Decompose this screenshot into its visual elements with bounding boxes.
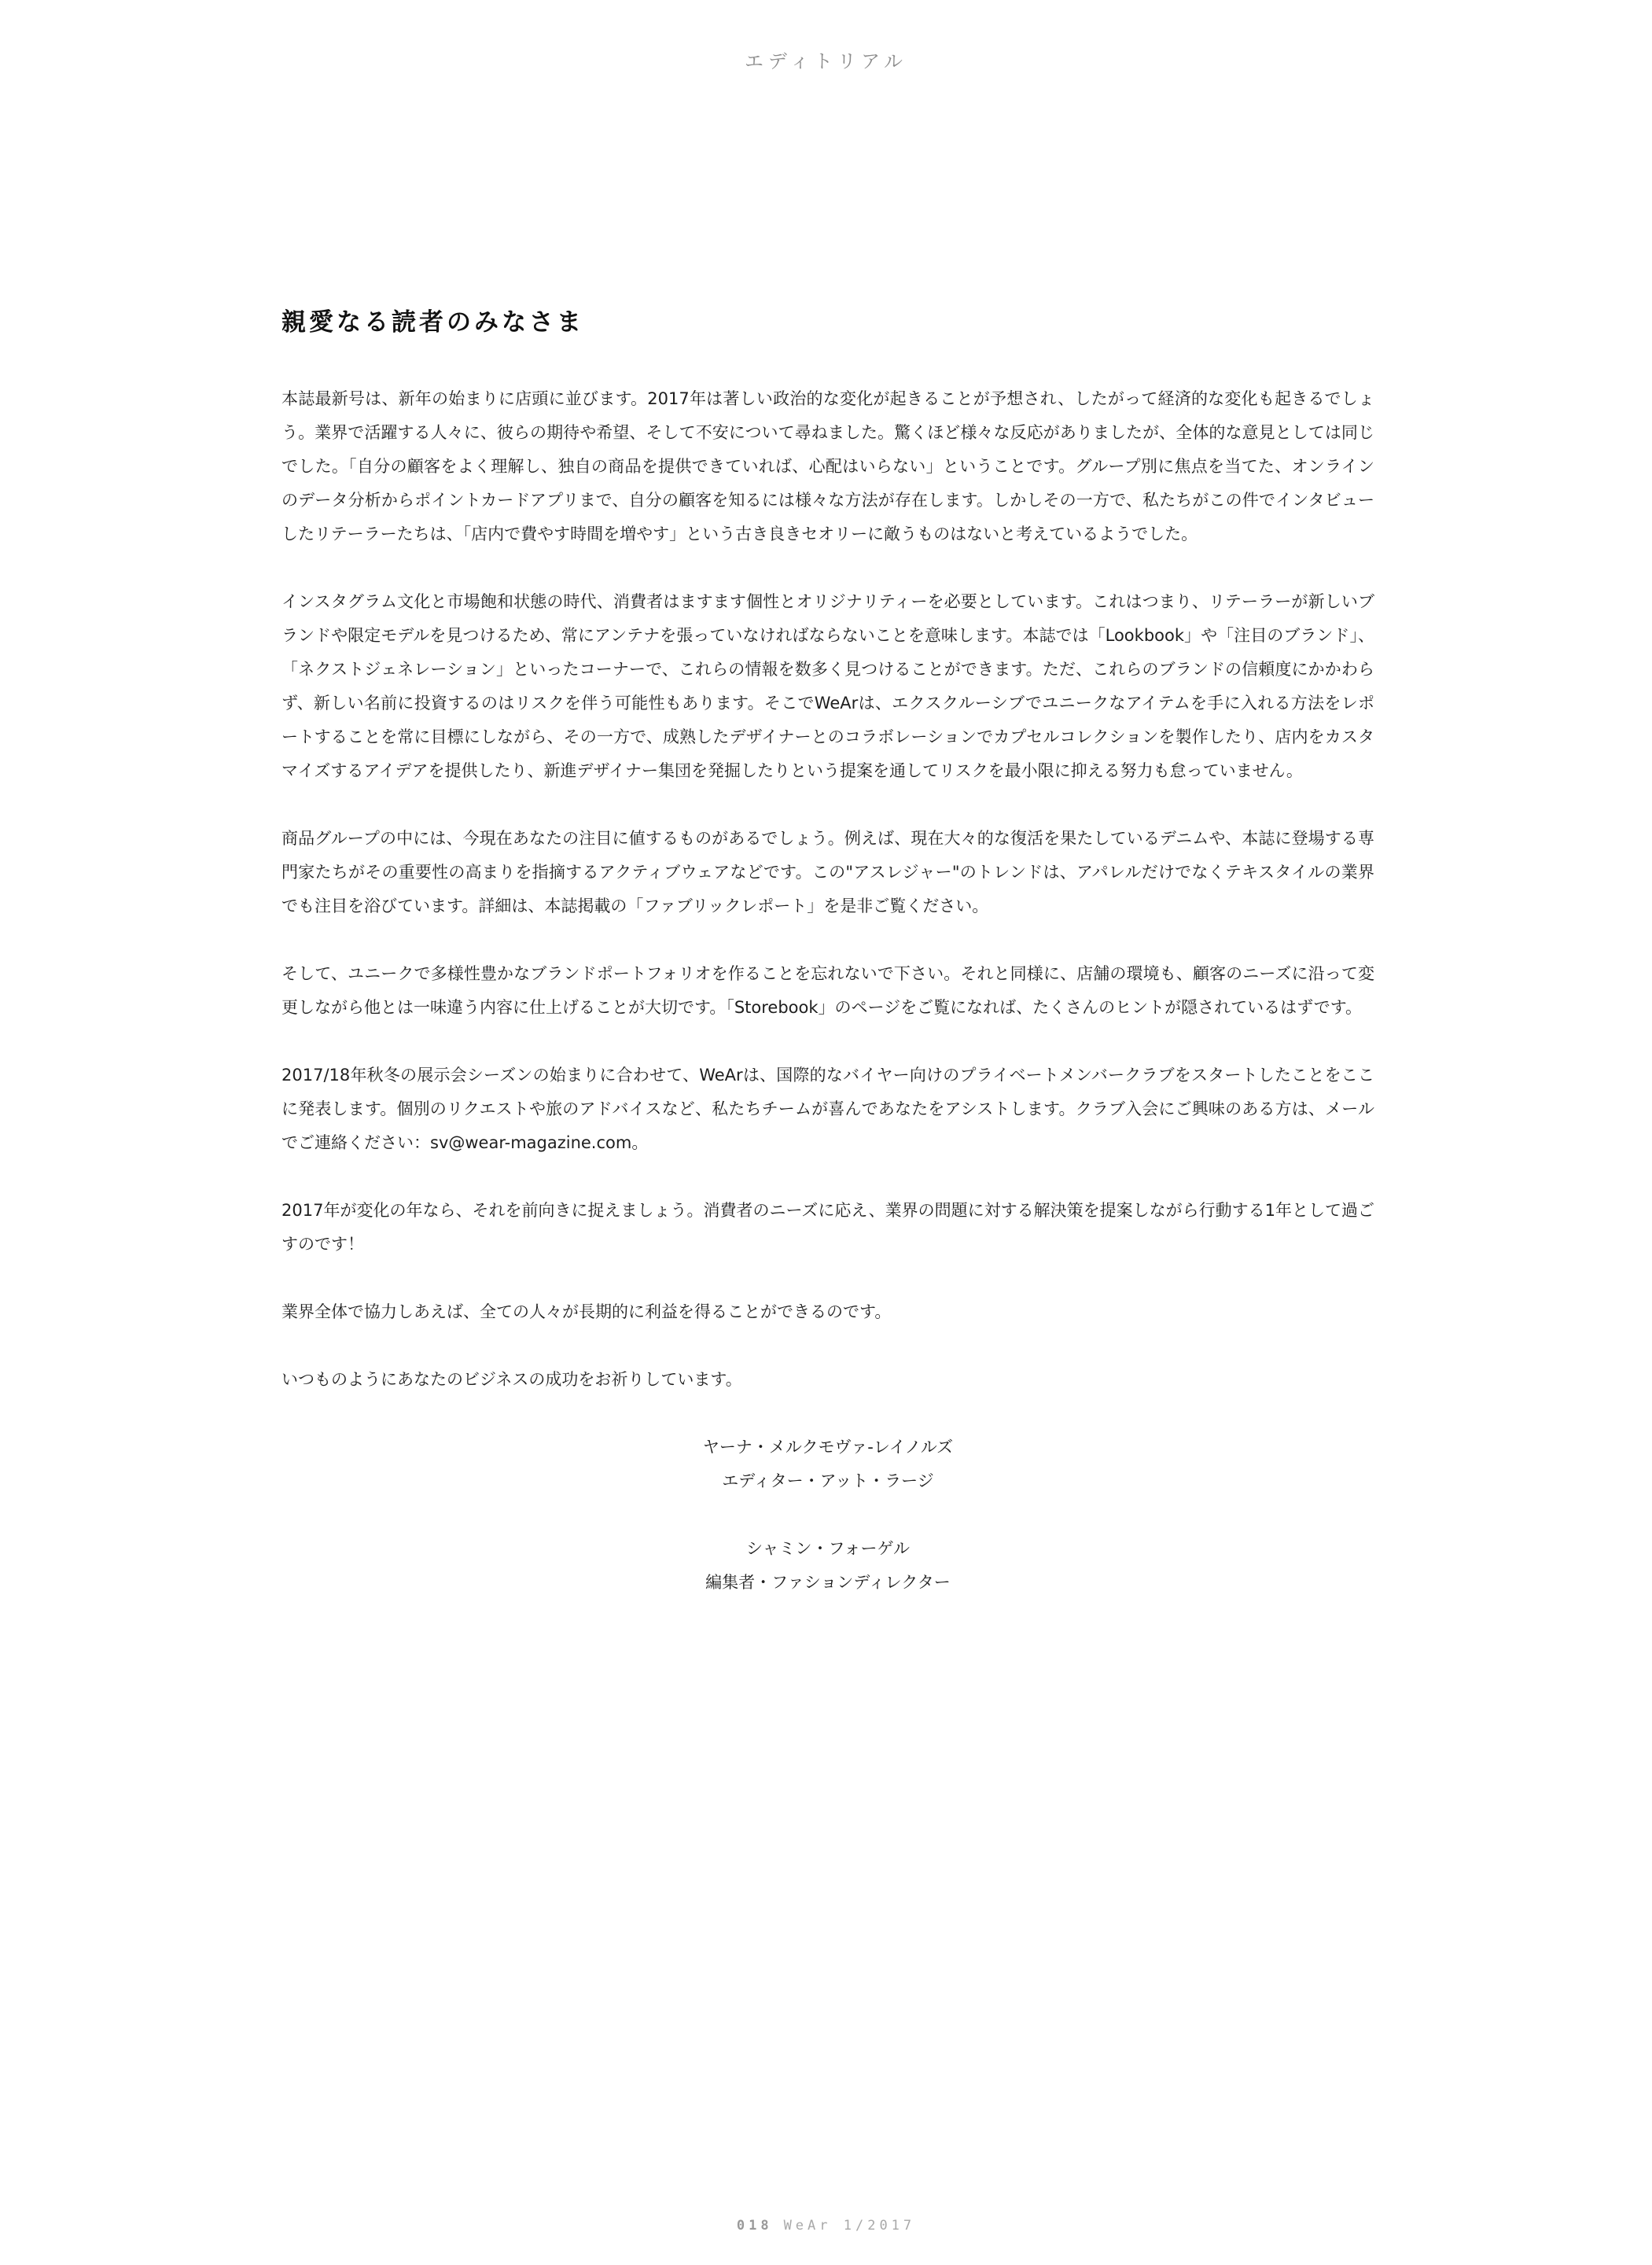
paragraph-2: インスタグラム文化と市場飽和状態の時代、消費者はますます個性とオリジナリティーを必要としています。これはつまり、リテーラーが新しいブランドや限定モデルを見つけるため、常にアンテナを張っていなければならないことを意味します。本誌では「Lookbook」や「注目のブランド」、「ネクストジェネレーション」といったコーナーで、これらの情報を数多く見つけることができます。ただ、これらのブランドの信頼度にかかわらず、新しい名前に投資するのはリスクを伴う可能性もあります。そこでWeArは、エクスクルーシブでユニークなアイテムを手に入れる方法をレポートすることを常に目標にしながら、その一方で、成熟したデザイナーとのコラボレーションでカプセルコレクションを製作したり、店内をカスタマイズするアイデアを提供したり、新進デザイナー集団を発掘したりという提案を通してリスクを最小限に抑える努力も怠っていません。 <box>281 592 1374 780</box>
article-title: 親愛なる読者のみなさま <box>281 308 584 337</box>
paragraph-3: 商品グループの中には、今現在あなたの注目に値するものがあるでしょう。例えば、現在大々的な復活を果たしているデニムや、本誌に登場する専門家たちがその重要性の高まりを指摘するアクティブウェアなどです。この"アスレジャー"のトレンドは、アパレルだけでなくテキスタイルの業界でも注目を浴びています。詳細は、本誌掲載の「ファブリックレポート」を是非ご覧ください。 <box>281 829 1374 915</box>
signature-role: 編集者・ファションディレクター <box>705 1573 951 1592</box>
page-footer <box>0 2218 1652 2234</box>
signature-name: ヤーナ・メルクモヴァ-レイノルズ <box>702 1438 954 1457</box>
paragraph-6: 2017年が変化の年なら、それを前向きに捉えましょう。消費者のニーズに応え、業界の問題に対する解決策を提案しながら行動する1年として過ごすのです！ <box>281 1201 1375 1254</box>
paragraph-8: いつものようにあなたのビジネスの成功をお祈りしています。 <box>281 1370 742 1389</box>
paragraph-1: 本誌最新号は、新年の始まりに店頭に並びます。2017年は著しい政治的な変化が起きることが予想され、したがって経済的な変化も起きるでしょう。業界で活躍する人々に、彼らの期待や希望、そして不安について尋ねました。驚くほど様々な反応がありましたが、全体的な意見としては同じでした。「自分の顧客をよく理解し、独自の商品を提供できていれば、心配はいらない」ということです。グループ別に焦点を当てた、オンラインのデータ分析からポイントカードアプリまで、自分の顧客を知るには様々な方法が存在します。しかしその一方で、私たちがこの件でインタビューしたリテーラーたちは、「店内で費やす時間を増やす」という古き良きセオリーに敵うものはないと考えているようでした。 <box>281 389 1374 543</box>
paragraph-5: 2017/18年秋冬の展示会シーズンの始まりに合わせて、WeArは、国際的なバイヤー向けのプライベートメンバークラブをスタートしたことをここに発表します。個別のリクエストや旅のアドバイスなど、私たちチームが喜んであなたをアシストします。クラブ入会にご興味のある方は、メールでご連絡ください：sv@wear-magazine.com。 <box>281 1066 1374 1152</box>
publication-issue: WeAr 1/2017 <box>783 2218 916 2234</box>
signature-name: シャミン・フォーゲル <box>745 1539 911 1558</box>
signatures <box>281 1431 1374 1600</box>
section-label: エディトリアル <box>744 50 908 72</box>
signature-editor-at-large <box>281 1431 1374 1498</box>
editorial-article <box>281 307 1374 1633</box>
page-number: 018 <box>736 2218 773 2234</box>
paragraph-7: 業界全体で協力しあえば、全ての人々が長期的に利益を得ることができるのです。 <box>281 1302 892 1321</box>
signature-role: エディター・アット・ラージ <box>722 1471 934 1490</box>
signature-fashion-director <box>281 1532 1374 1600</box>
paragraph-4: そして、ユニークで多様性豊かなブランドポートフォリオを作ることを忘れないで下さい。それと同様に、店舗の環境も、顧客のニーズに沿って変更しながら他とは一味違う内容に仕上げることが大切です。「Storebook」のページをご覧になれば、たくさんのヒントが隠されているはずです。 <box>281 964 1374 1017</box>
